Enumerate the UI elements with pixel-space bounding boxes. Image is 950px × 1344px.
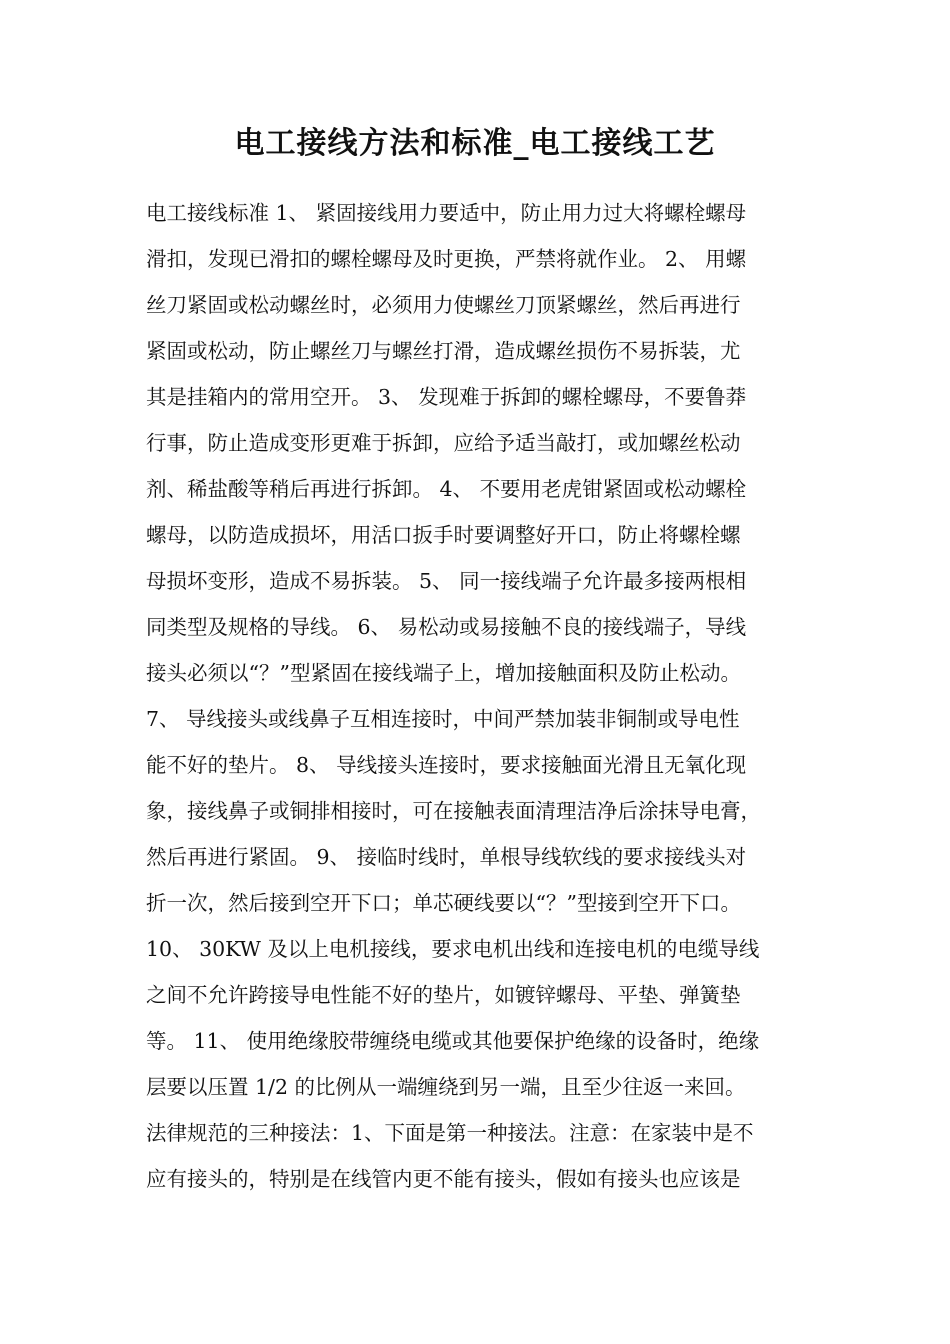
body-line: 层要以压置 1/2 的比例从一端缠绕到另一端，且至少往返一来回。	[146, 1075, 746, 1099]
body-line: 象，接线鼻子或铜排相接时，可在接触表面清理洁净后涂抹导电膏，	[146, 799, 761, 823]
body-line: 接头必须以“？”型紧固在接线端子上，增加接触面积及防止松动。	[146, 661, 741, 685]
body-line: 法律规范的三种接法：1、下面是第一种接法。注意：在家装中是不	[146, 1121, 754, 1145]
body-line: 应有接头的，特别是在线管内更不能有接头，假如有接头也应该是	[146, 1167, 741, 1191]
body-line: 同类型及规格的导线。 6、 易松动或易接触不良的接线端子，导线	[146, 615, 747, 639]
body-line: 紧固或松动，防止螺丝刀与螺丝打滑，造成螺丝损伤不易拆装，尤	[146, 339, 741, 363]
body-line: 电工接线标准 1、 紧固接线用力要适中，防止用力过大将螺栓螺母	[146, 201, 747, 225]
body-line: 滑扣，发现已滑扣的螺栓螺母及时更换，严禁将就作业。 2、 用螺	[146, 247, 747, 271]
body-line: 剂、稀盐酸等稍后再进行拆卸。 4、 不要用老虎钳紧固或松动螺栓	[146, 477, 747, 501]
document-body	[146, 190, 826, 1202]
body-line: 10、 30KW 及以上电机接线，要求电机出线和连接电机的电缆导线	[146, 937, 760, 961]
body-line: 7、 导线接头或线鼻子互相连接时，中间严禁加装非铜制或导电性	[146, 707, 740, 731]
body-line: 母损坏变形，造成不易拆装。 5、 同一接线端子允许最多接两根相	[146, 569, 747, 593]
document-title: 电工接线方法和标准_电工接线工艺	[234, 126, 716, 161]
body-line: 能不好的垫片。 8、 导线接头连接时，要求接触面光滑且无氧化现	[146, 753, 747, 777]
body-line: 之间不允许跨接导电性能不好的垫片，如镀锌螺母、平垫、弹簧垫	[146, 983, 741, 1007]
body-line: 行事，防止造成变形更难于拆卸，应给予适当敲打，或加螺丝松动	[146, 431, 741, 455]
body-line: 其是挂箱内的常用空开。 3、 发现难于拆卸的螺栓螺母，不要鲁莽	[146, 385, 747, 409]
body-line: 折一次，然后接到空开下口；单芯硬线要以“？”型接到空开下口。	[146, 891, 741, 915]
body-line: 等。 11、 使用绝缘胶带缠绕电缆或其他要保护绝缘的设备时，绝缘	[146, 1029, 760, 1053]
body-line: 然后再进行紧固。 9、 接临时线时，单根导线软线的要求接线头对	[146, 845, 747, 869]
body-line: 丝刀紧固或松动螺丝时，必须用力使螺丝刀顶紧螺丝，然后再进行	[146, 293, 741, 317]
body-line: 螺母，以防造成损坏，用活口扳手时要调整好开口，防止将螺栓螺	[146, 523, 741, 547]
